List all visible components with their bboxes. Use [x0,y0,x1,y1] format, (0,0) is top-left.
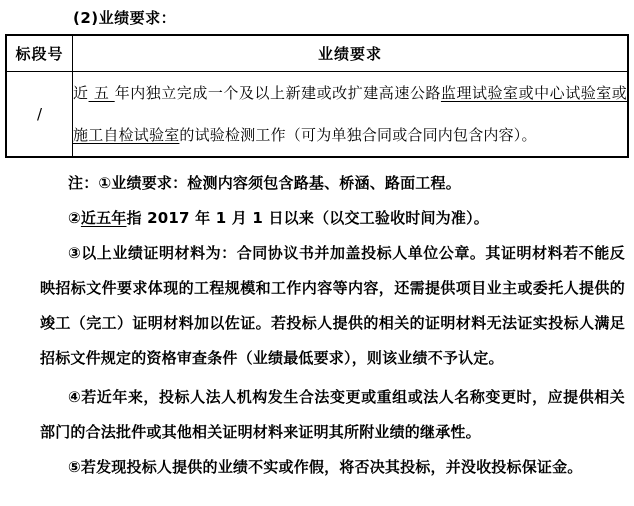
note-4: ④若近年来，投标人法人机构发生合法变更或重组或法人名称变更时，应提供相关部门的合法批件或其他相关证明材料来证明其所附业绩的继承性。 [40,387,625,441]
note-2-segment: 指 2017 年 1 月 1 日以来（以交工验收时间为准）。 [126,208,489,227]
cell-section-number: / [6,71,73,157]
cell-performance-requirement [73,71,629,157]
note-5: ⑤若发现投标人提供的业绩不实或作假，将否决其投标，并没收投标保证金。 [68,457,583,476]
requirement-segment: 的试验检测工作（可为单独合同或合同内包含内容）。 [179,125,537,144]
section-heading: (2)业绩要求： [73,9,177,27]
note-2-segment-underlined: 近五年 [80,208,127,227]
table-row [6,71,628,157]
requirement-segment-underlined: 监理试验室或中心试验室或施工自检试验室 [73,83,628,144]
note-2-segment: ② [68,208,81,227]
table-header-row [6,35,628,71]
note-2 [40,201,625,236]
col-header-section-number: 标段号 [6,35,73,71]
requirement-segment: 年内独立完成一个及以上新建或改扩建高速公路 [114,83,441,102]
note-3: ③以上业绩证明材料为：合同协议书并加盖投标人单位公章。其证明材料若不能反映招标文件要求体现的工程规模和工作内容等内容，还需提供项目业主或委托人提供的竣工（完工）证明材料加以佐证。若投标人提供的相关的证明材料无法证实投标人满足招标文件规定的资格审查条件（业绩最低要求），则该业绩不予认定。 [40,243,625,367]
requirement-segment: 近 [73,83,89,102]
notes-section [40,166,625,485]
requirement-segment-underlined: 五 [88,83,115,102]
performance-requirement-table [5,34,629,158]
document-page [0,9,634,506]
note-1: 注：①业绩要求：检测内容须包含路基、桥涵、路面工程。 [68,173,461,192]
col-header-performance-requirement: 业绩要求 [73,35,629,71]
